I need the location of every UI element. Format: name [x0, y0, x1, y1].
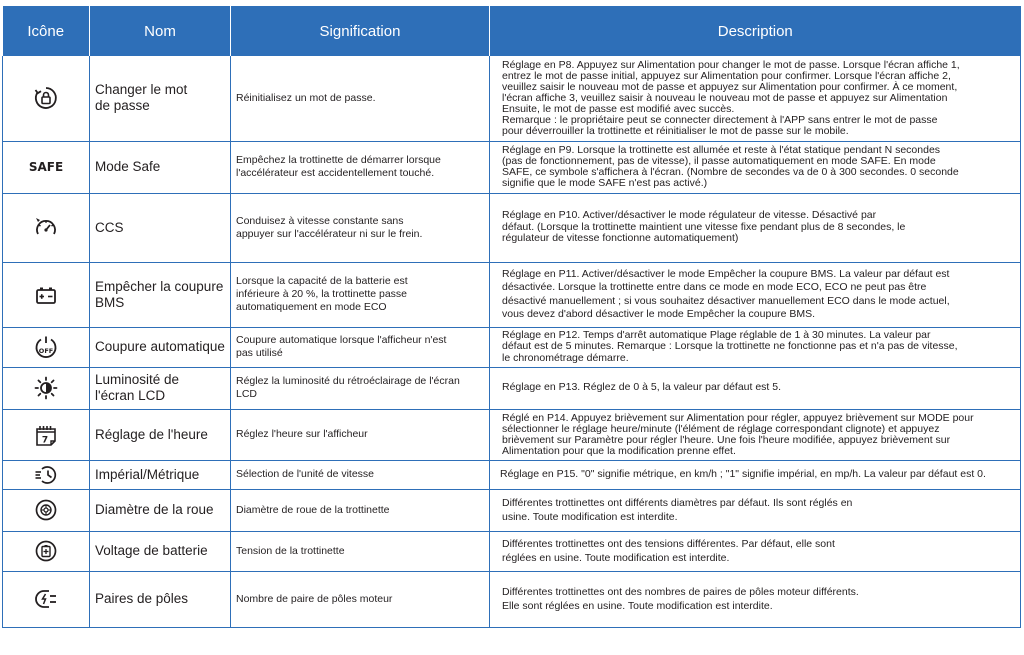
- row-description: Différentes trottinettes ont des tensions différentes. Par défaut, elle sont réglées en usine. Toute modification est interdite.: [490, 531, 1021, 571]
- icon-cell: [3, 367, 90, 409]
- header-meaning: Signification: [231, 6, 490, 56]
- calendar-icon: [33, 422, 59, 448]
- table-row: [3, 531, 1021, 571]
- unit-clock-icon: [33, 462, 59, 488]
- safe-mode-icon: SAFE: [28, 160, 64, 174]
- row-name: Empêcher la coupure BMS: [90, 262, 231, 327]
- table-row: [3, 193, 1021, 262]
- svg-text:OFF: OFF: [38, 347, 54, 355]
- power-off-icon: [33, 334, 59, 360]
- row-meaning: Sélection de l'unité de vitesse: [231, 460, 490, 489]
- icon-cell: [3, 460, 90, 489]
- row-description: Réglage en P10. Activer/désactiver le mode régulateur de vitesse. Désactivé par défaut. (Lorsque la trottinette maintient une vitesse fixe pendant plus de 8 secondes, le régulateur de vitesse fonctionne automatiquement): [490, 193, 1021, 262]
- row-name: Voltage de batterie: [90, 531, 231, 571]
- row-name: Paires de pôles: [90, 571, 231, 627]
- row-description: Réglage en P8. Appuyez sur Alimentation pour changer le mot de passe. Lorsque l'écran affiche 1, entrez le mot de passe initial, appuyez sur Alimentation pour confirmer. Lorsque l'écran affiche 2, veuillez saisir le nouveau mot de passe et appuyez sur Alimentation pour confirmer. À ce moment, l'écran affiche 3, veuillez saisir à nouveau le nouveau mot de passe et appuyez sur Alimentation Ensuite, le mot de passe est modifié avec succès. Remarque : le propriétaire peut se connecter directement à l'APP sans entrer le mot de passe pour déverrouiller la trottinette et réinitialiser le mot de passe sur le mobile.: [490, 56, 1021, 141]
- icon-cell: [3, 193, 90, 262]
- icon-cell: [3, 56, 90, 141]
- row-name: Coupure automatique: [90, 327, 231, 367]
- settings-table: [2, 6, 1021, 628]
- table-row: [3, 327, 1021, 367]
- row-meaning: Conduisez à vitesse constante sans appuyer sur l'accélérateur ni sur le frein.: [231, 193, 490, 262]
- row-description: Réglage en P15. "0" signifie métrique, en km/h ; "1" signifie impérial, en mp/h. La valeur par défaut est 0.: [490, 460, 1021, 489]
- row-name: Réglage de l'heure: [90, 409, 231, 460]
- battery-icon: [33, 282, 59, 308]
- table-row: [3, 409, 1021, 460]
- cruise-control-icon: [33, 215, 59, 241]
- row-description: Réglage en P12. Temps d'arrêt automatique Plage réglable de 1 à 30 minutes. La valeur par défaut est de 5 minutes. Remarque : Lorsque la trottinette ne fonctionne pas et n'a pas de vitesse, le chronométrage démarre.: [490, 327, 1021, 367]
- row-description: Réglage en P13. Réglez de 0 à 5, la valeur par défaut est 5.: [490, 367, 1021, 409]
- row-meaning: Empêchez la trottinette de démarrer lorsque l'accélérateur est accidentellement touché.: [231, 141, 490, 193]
- wheel-icon: [33, 497, 59, 523]
- icon-cell: [3, 571, 90, 627]
- row-meaning: Lorsque la capacité de la batterie est inférieure à 20 %, la trottinette passe automatiquement en mode ECO: [231, 262, 490, 327]
- header-icon: Icône: [3, 6, 90, 56]
- table-row: [3, 141, 1021, 193]
- row-description: Réglage en P9. Lorsque la trottinette est allumée et reste à l'état statique pendant N secondes (pas de fonctionnement, pas de vitesse), il passe automatiquement en mode SAFE. En mode SAFE, ce symbole s'affichera à l'écran. (Nombre de secondes va de 0 à 300 secondes. 0 seconde signifie que le mode SAFE n'est pas activé.): [490, 141, 1021, 193]
- icon-cell: [3, 531, 90, 571]
- brightness-icon: [33, 375, 59, 401]
- icon-cell: [3, 489, 90, 531]
- row-meaning: Nombre de paire de pôles moteur: [231, 571, 490, 627]
- row-description: Différentes trottinettes ont différents diamètres par défaut. Ils sont réglés en usine. Toute modification est interdite.: [490, 489, 1021, 531]
- row-description: Réglage en P11. Activer/désactiver le mode Empêcher la coupure BMS. La valeur par défaut est désactivée. Lorsque la trottinette entre dans ce mode en mode ECO, ECO ne peut pas être désactivé manuellement ; si vous souhaitez désactiver manuellement ECO dans le mode actuel, vous devez d'abord désactiver le mode Empêcher la coupure BMS.: [490, 262, 1021, 327]
- row-name: CCS: [90, 193, 231, 262]
- motor-poles-icon: [33, 586, 59, 612]
- table-row: [3, 56, 1021, 141]
- row-name: Impérial/Métrique: [90, 460, 231, 489]
- row-meaning: Réinitialisez un mot de passe.: [231, 56, 490, 141]
- table-row: [3, 460, 1021, 489]
- row-meaning: Diamètre de roue de la trottinette: [231, 489, 490, 531]
- row-meaning: Réglez la luminosité du rétroéclairage de l'écran LCD: [231, 367, 490, 409]
- icon-cell: [3, 262, 90, 327]
- icon-cell: [3, 327, 90, 367]
- table-row: [3, 367, 1021, 409]
- row-meaning: Coupure automatique lorsque l'afficheur n'est pas utilisé: [231, 327, 490, 367]
- icon-cell: [3, 141, 90, 193]
- row-name: Luminosité de l'écran LCD: [90, 367, 231, 409]
- row-name: Diamètre de la roue: [90, 489, 231, 531]
- battery-voltage-icon: [33, 538, 59, 564]
- lock-refresh-icon: [33, 85, 59, 111]
- header-description: Description: [490, 6, 1021, 56]
- svg-text:7: 7: [41, 435, 49, 445]
- row-name: Mode Safe: [90, 141, 231, 193]
- row-meaning: Tension de la trottinette: [231, 531, 490, 571]
- table-row: [3, 262, 1021, 327]
- row-description: Différentes trottinettes ont des nombres de paires de pôles moteur différents. Elle sont réglées en usine. Toute modification est interdite.: [490, 571, 1021, 627]
- icon-cell: [3, 409, 90, 460]
- table-row: [3, 571, 1021, 627]
- row-meaning: Réglez l'heure sur l'afficheur: [231, 409, 490, 460]
- table-header-row: [3, 6, 1021, 56]
- row-description: Réglé en P14. Appuyez brièvement sur Alimentation pour régler, appuyez brièvement sur MODE pour sélectionner le réglage heure/minute (l'élément de réglage correspondant clignote) et appuyez brièvement sur Paramètre pour régler l'heure. Une fois l'heure modifiée, appuyez brièvement sur Alimentation pour que la modification prenne effet.: [490, 409, 1021, 460]
- header-name: Nom: [90, 6, 231, 56]
- row-name: Changer le mot de passe: [90, 56, 231, 141]
- table-row: [3, 489, 1021, 531]
